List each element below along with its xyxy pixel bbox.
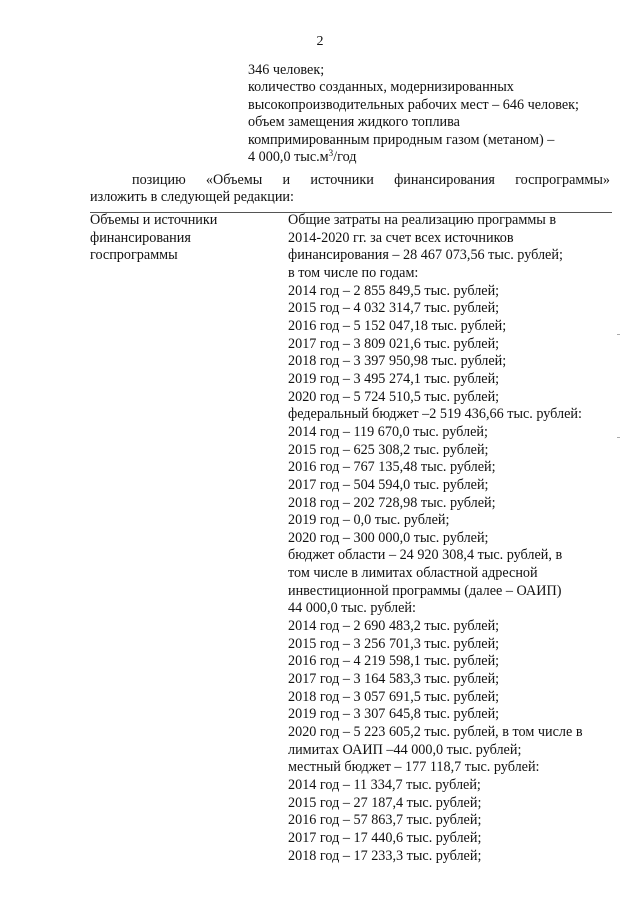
- content-line: 2016 год – 767 135,48 тыс. рублей;: [288, 459, 496, 476]
- content-line: инвестиционной программы (далее – ОАИП): [288, 582, 562, 599]
- scan-speck: [617, 334, 620, 335]
- text-line: количество созданных, модернизированных: [248, 79, 514, 96]
- content-line: 2018 год – 3 397 950,98 тыс. рублей;: [288, 353, 507, 370]
- content-line: в том числе по годам:: [288, 264, 419, 281]
- content-line: 2017 год – 504 594,0 тыс. рублей;: [288, 476, 489, 493]
- content-line: 2019 год – 0,0 тыс. рублей;: [288, 512, 450, 529]
- content-line: 2015 год – 27 187,4 тыс. рублей;: [288, 794, 482, 811]
- text-line: 346 человек;: [248, 62, 325, 78]
- text-line-with-unit: [248, 149, 628, 166]
- content-line: 2017 год – 3 809 021,6 тыс. рублей;: [288, 335, 500, 352]
- text-line: объем замещения жидкого топлива: [248, 114, 460, 131]
- table-label-column: [90, 212, 270, 265]
- content-line: 2014-2020 гг. за счет всех источников: [288, 229, 514, 246]
- content-line: 2016 год – 5 152 047,18 тыс. рублей;: [288, 317, 507, 334]
- content-line: 2014 год – 119 670,0 тыс. рублей;: [288, 423, 488, 440]
- content-line: 2014 год – 2 690 483,2 тыс. рублей;: [288, 618, 500, 635]
- intro-paragraph-line-1: позицию «Объемы и источники финансирования госпрограммы»: [132, 172, 610, 188]
- scan-speck: [617, 437, 620, 438]
- content-line: 44 000,0 тыс. рублей:: [288, 600, 416, 617]
- content-line: том числе в лимитах областной адресной: [288, 565, 538, 582]
- unit-value: 4 000,0 тыс.м: [248, 149, 329, 166]
- content-line: 2016 год – 4 219 598,1 тыс. рублей;: [288, 653, 500, 670]
- content-line: 2018 год – 202 728,98 тыс. рублей;: [288, 494, 496, 511]
- table-content-column: [288, 212, 618, 865]
- content-line: 2019 год – 3 307 645,8 тыс. рублей;: [288, 706, 500, 723]
- content-line: 2017 год – 3 164 583,3 тыс. рублей;: [288, 671, 500, 688]
- page-number: 2: [316, 34, 324, 49]
- content-line: федеральный бюджет –2 519 436,66 тыс. рублей:: [288, 406, 582, 423]
- content-line: 2015 год – 625 308,2 тыс. рублей;: [288, 441, 489, 458]
- text-line: высокопроизводительных рабочих мест – 646 человек;: [248, 96, 579, 113]
- label-line: Объемы и источники: [90, 212, 218, 228]
- content-line: финансирования – 28 467 073,56 тыс. рублей;: [288, 247, 563, 264]
- content-line: 2014 год – 2 855 849,5 тыс. рублей;: [288, 282, 500, 299]
- content-line: 2019 год – 3 495 274,1 тыс. рублей;: [288, 370, 500, 387]
- content-line: Общие затраты на реализацию программы в: [288, 212, 557, 228]
- content-line: 2015 год – 4 032 314,7 тыс. рублей;: [288, 300, 500, 317]
- content-line: 2017 год – 17 440,6 тыс. рублей;: [288, 829, 482, 846]
- content-line: 2018 год – 17 233,3 тыс. рублей;: [288, 847, 482, 864]
- unit-superscript: 3: [328, 148, 334, 159]
- content-line: 2015 год – 3 256 701,3 тыс. рублей;: [288, 635, 500, 652]
- content-line: 2018 год – 3 057 691,5 тыс. рублей;: [288, 688, 500, 705]
- previous-section-continuation: [248, 62, 628, 166]
- content-line: лимитах ОАИП –44 000,0 тыс. рублей;: [288, 741, 522, 758]
- content-line: 2016 год – 57 863,7 тыс. рублей;: [288, 812, 482, 829]
- intro-paragraph-line-2: изложить в следующей редакции:: [90, 189, 294, 205]
- unit-suffix: /год: [333, 149, 357, 166]
- content-line: бюджет области – 24 920 308,4 тыс. рублей, в: [288, 547, 563, 564]
- text-line: компримированным природным газом (метаном) –: [248, 131, 555, 148]
- label-line: финансирования: [90, 229, 191, 246]
- content-line: местный бюджет – 177 118,7 тыс. рублей:: [288, 759, 540, 776]
- content-line: 2020 год – 5 724 510,5 тыс. рублей;: [288, 388, 500, 405]
- label-line: госпрограммы: [90, 247, 178, 264]
- content-line: 2020 год – 5 223 605,2 тыс. рублей, в том числе в: [288, 724, 583, 741]
- content-line: 2020 год – 300 000,0 тыс. рублей;: [288, 529, 489, 546]
- content-line: 2014 год – 11 334,7 тыс. рублей;: [288, 777, 481, 793]
